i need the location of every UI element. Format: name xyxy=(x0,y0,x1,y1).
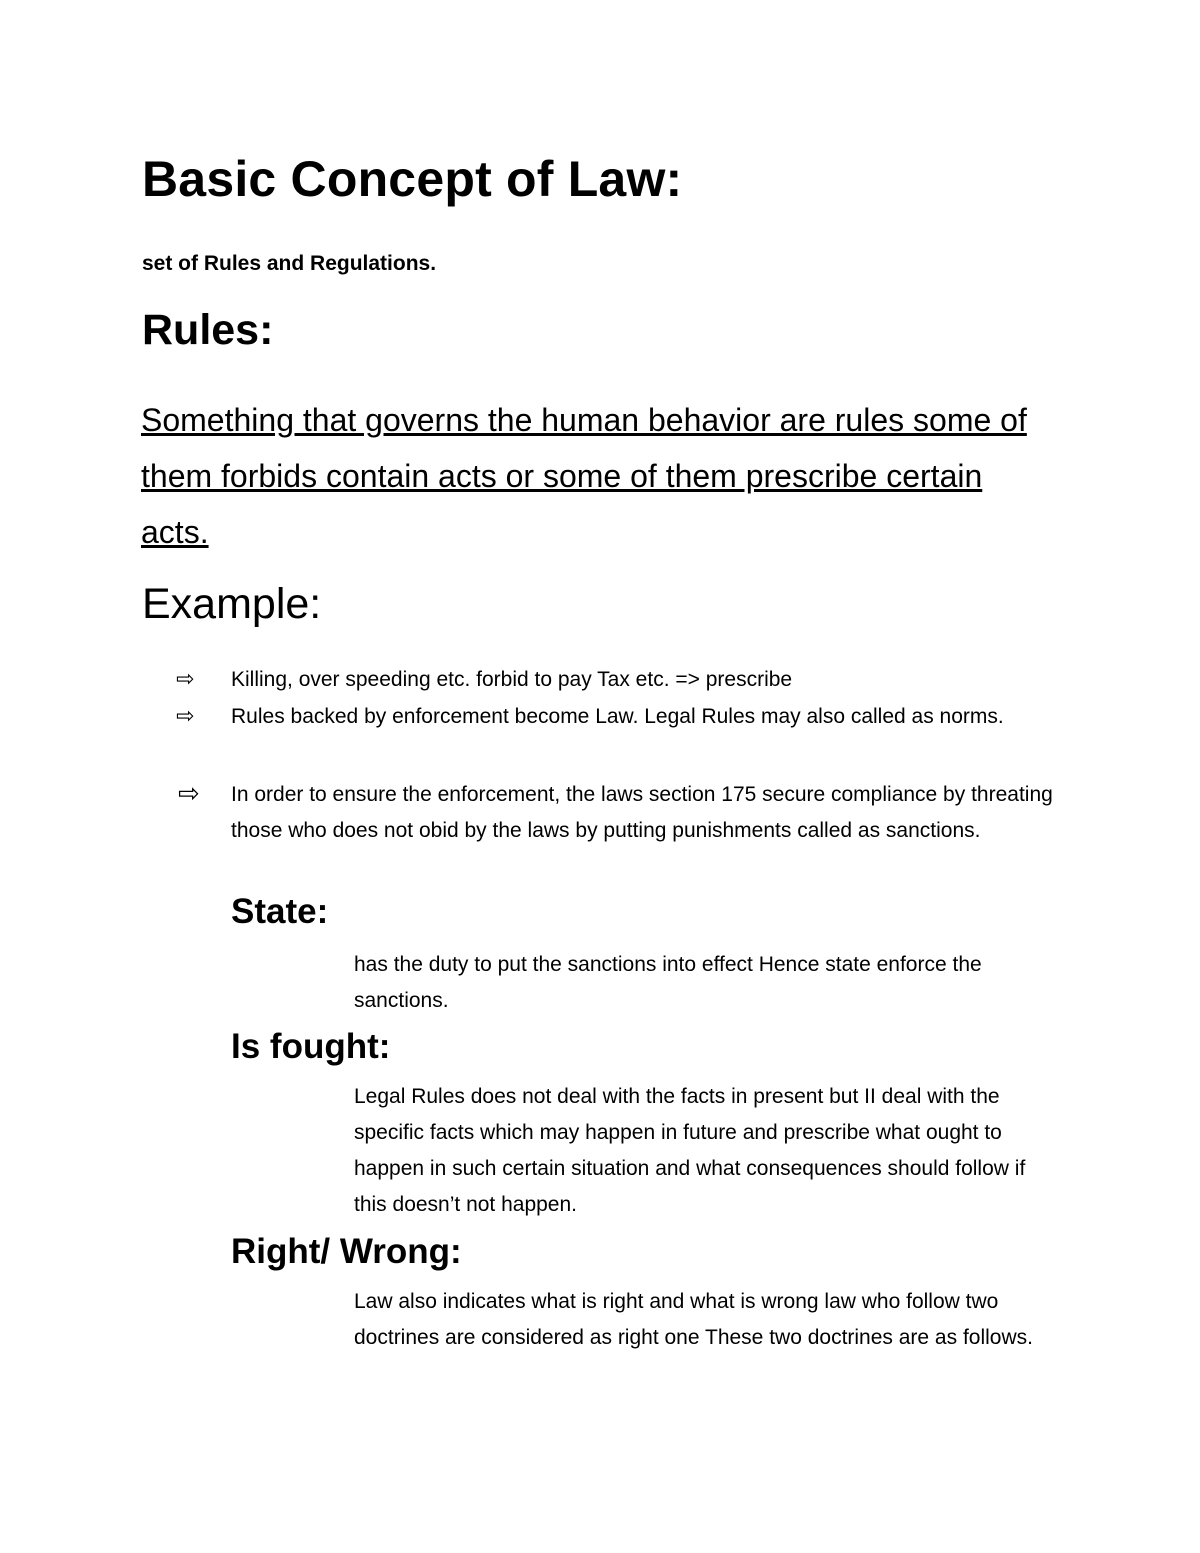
section-heading-is-fought: Is fought: xyxy=(231,1027,391,1066)
page-title: Basic Concept of Law: xyxy=(142,151,683,207)
example-bullet-2: Rules backed by enforcement become Law. Legal Rules may also called as norms. xyxy=(231,705,1004,728)
section-heading-state: State: xyxy=(231,892,329,931)
arrow-right-outline-icon: ⇨ xyxy=(176,703,195,728)
section-body-state: has the duty to put the sanctions into effect Hence state enforce the sanctions. xyxy=(354,953,982,1012)
arrow-right-outline-icon: ⇨ xyxy=(178,778,200,808)
section-body-right-wrong: Law also indicates what is right and what is wrong law who follow two doctrines are considered as right one These two doctrines are as follows. xyxy=(354,1290,1033,1349)
section-body-is-fought: Legal Rules does not deal with the facts in present but II deal with the specific facts which may happen in future and prescribe what ought to happen in such certain situation and what consequences should follow if this doesn’t not happen. xyxy=(354,1085,1026,1216)
example-bullet-1: Killing, over speeding etc. forbid to pay Tax etc. => prescribe xyxy=(231,668,793,691)
arrow-right-outline-icon: ⇨ xyxy=(176,666,195,691)
rules-heading: Rules: xyxy=(142,306,274,354)
example-heading: Example: xyxy=(142,580,322,628)
page-subtitle: set of Rules and Regulations. xyxy=(142,252,437,275)
example-bullet-3: In order to ensure the enforcement, the laws section 175 secure compliance by threating those who does not obid by the laws by putting punishments called as sanctions. xyxy=(231,783,1053,842)
rules-definition: Something that governs the human behavior are rules some of them forbids contain acts or some of them prescribe certain acts. xyxy=(141,402,1027,550)
section-heading-right-wrong: Right/ Wrong: xyxy=(231,1232,462,1271)
